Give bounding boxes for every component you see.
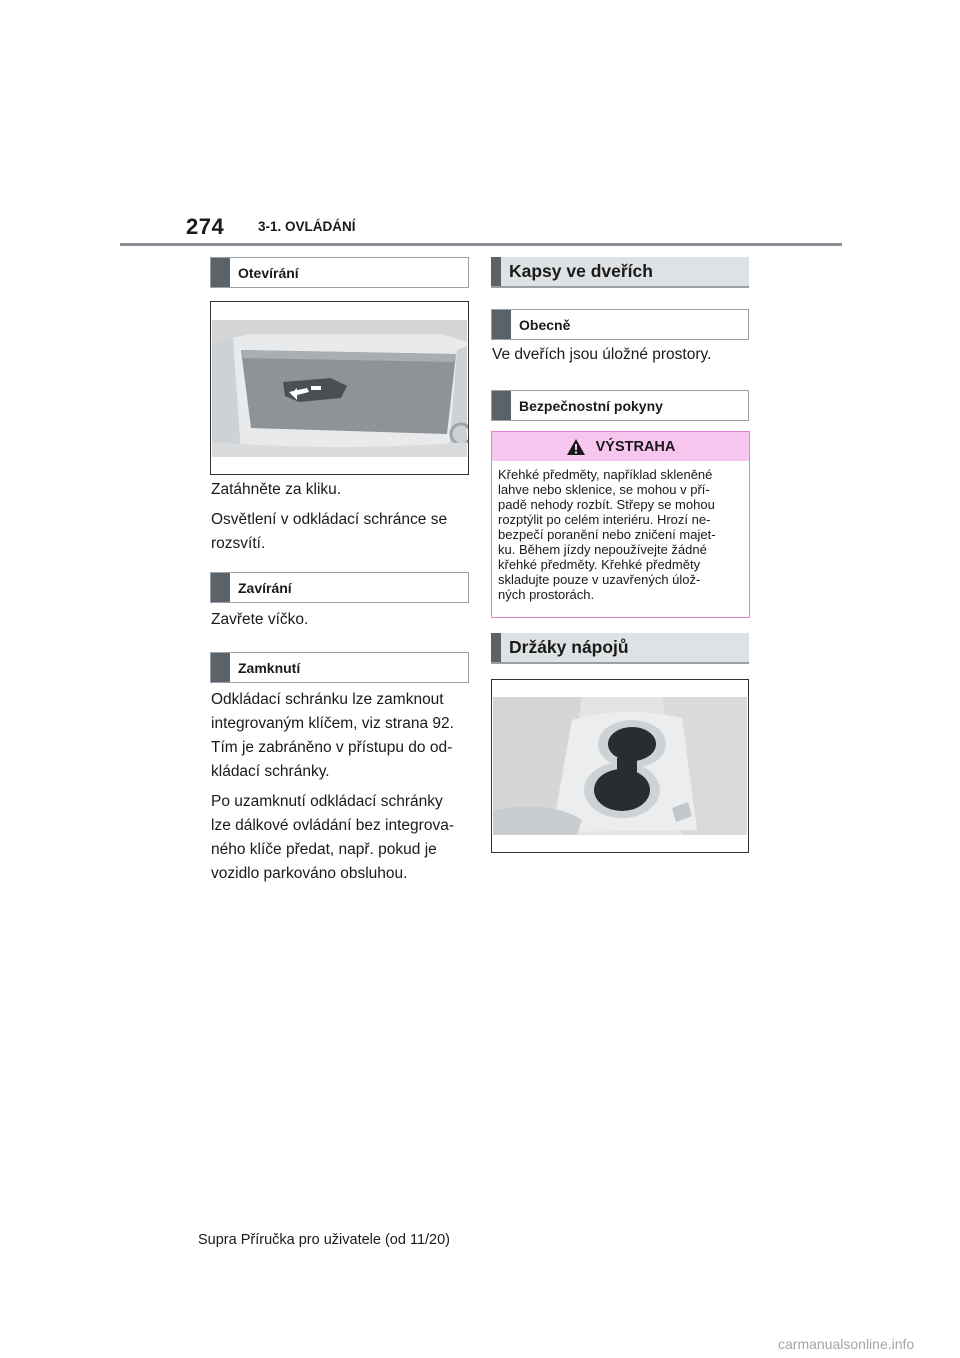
door-pockets-text: Ve dveřích jsou úložné prostory. xyxy=(492,346,712,363)
warning-line: skladujte pouze v uzavřených úlož- xyxy=(498,572,701,587)
heading-locking-text: Zamknutí xyxy=(238,659,301,676)
heading-safety-text: Bezpečnostní pokyny xyxy=(519,397,663,414)
warning-title: VÝSTRAHA xyxy=(595,438,676,455)
watermark: carmanualsonline.info xyxy=(778,1336,915,1352)
locking-text-line2: integrovaným klíčem, viz strana 92. xyxy=(211,715,454,732)
heading-bar xyxy=(211,653,230,682)
heading-cup-holders-text: Držáky nápojů xyxy=(509,637,629,657)
warning-line: ku. Během jízdy nepoužívejte žádné xyxy=(498,542,707,557)
warning-line: padě nehody rozbít. Střepy se mohou xyxy=(498,497,715,512)
heading-closing xyxy=(210,572,469,603)
heading-cup-holders xyxy=(491,633,749,664)
glovebox-illustration xyxy=(211,302,468,474)
valet-text-line1: Po uzamknutí odkládací schránky xyxy=(211,793,443,810)
warning-text xyxy=(492,461,749,608)
heading-general-text: Obecně xyxy=(519,316,571,333)
warning-line: křehké předměty. Křehké předměty xyxy=(498,557,701,572)
heading-bar xyxy=(211,573,230,602)
valet-text-line3: ného klíče předat, např. pokud je xyxy=(211,841,437,858)
cup-holder-figure xyxy=(491,679,749,853)
locking-text-line3: Tím je zabráněno v přístupu do od- xyxy=(211,739,453,756)
opening-light-line1: Osvětlení v odkládací schránce se xyxy=(211,511,448,528)
header-rule xyxy=(120,243,842,246)
heading-bar xyxy=(492,391,511,420)
heading-bar xyxy=(211,258,230,287)
locking-text-line4: kládací schránky. xyxy=(211,763,330,780)
cup-holder-illustration xyxy=(492,680,748,852)
warning-line: ných prostorách. xyxy=(498,587,595,602)
warning-line: Křehké předměty, například skleněné xyxy=(498,467,713,482)
heading-closing-text: Zavírání xyxy=(238,579,292,596)
heading-general xyxy=(491,309,749,340)
locking-text-line1: Odkládací schránku lze zamknout xyxy=(211,691,444,708)
warning-triangle-icon xyxy=(566,438,586,456)
heading-door-pockets-text: Kapsy ve dveřích xyxy=(509,261,653,281)
heading-opening-text: Otevírání xyxy=(238,264,299,281)
section-title: 3-1. OVLÁDÁNÍ xyxy=(258,219,356,234)
warning-header xyxy=(492,432,749,461)
glovebox-figure xyxy=(210,301,469,475)
warning-line: bezpečí poranění nebo zničení majet- xyxy=(498,527,716,542)
opening-light-line2: rozsvítí. xyxy=(211,535,266,552)
closing-step: Zavřete víčko. xyxy=(211,611,309,628)
footer-text: Supra Příručka pro uživatele (od 11/20) xyxy=(198,1232,451,1248)
opening-step: Zatáhněte za kliku. xyxy=(211,481,342,498)
heading-door-pockets xyxy=(491,257,749,288)
warning-line: rozptýlit po celém interiéru. Hrozí ne- xyxy=(498,512,711,527)
heading-opening xyxy=(210,257,469,288)
heading-safety xyxy=(491,390,749,421)
warning-line: lahve nebo sklenice, se mohou v pří- xyxy=(498,482,710,497)
heading-bar xyxy=(491,257,501,286)
valet-text-line4: vozidlo parkováno obsluhou. xyxy=(211,865,408,882)
heading-bar xyxy=(491,633,501,662)
heading-bar xyxy=(492,310,511,339)
heading-locking xyxy=(210,652,469,683)
page-number: 274 xyxy=(186,214,225,239)
valet-text-line2: lze dálkové ovládání bez integrova- xyxy=(211,817,454,834)
warning-box xyxy=(491,431,750,618)
